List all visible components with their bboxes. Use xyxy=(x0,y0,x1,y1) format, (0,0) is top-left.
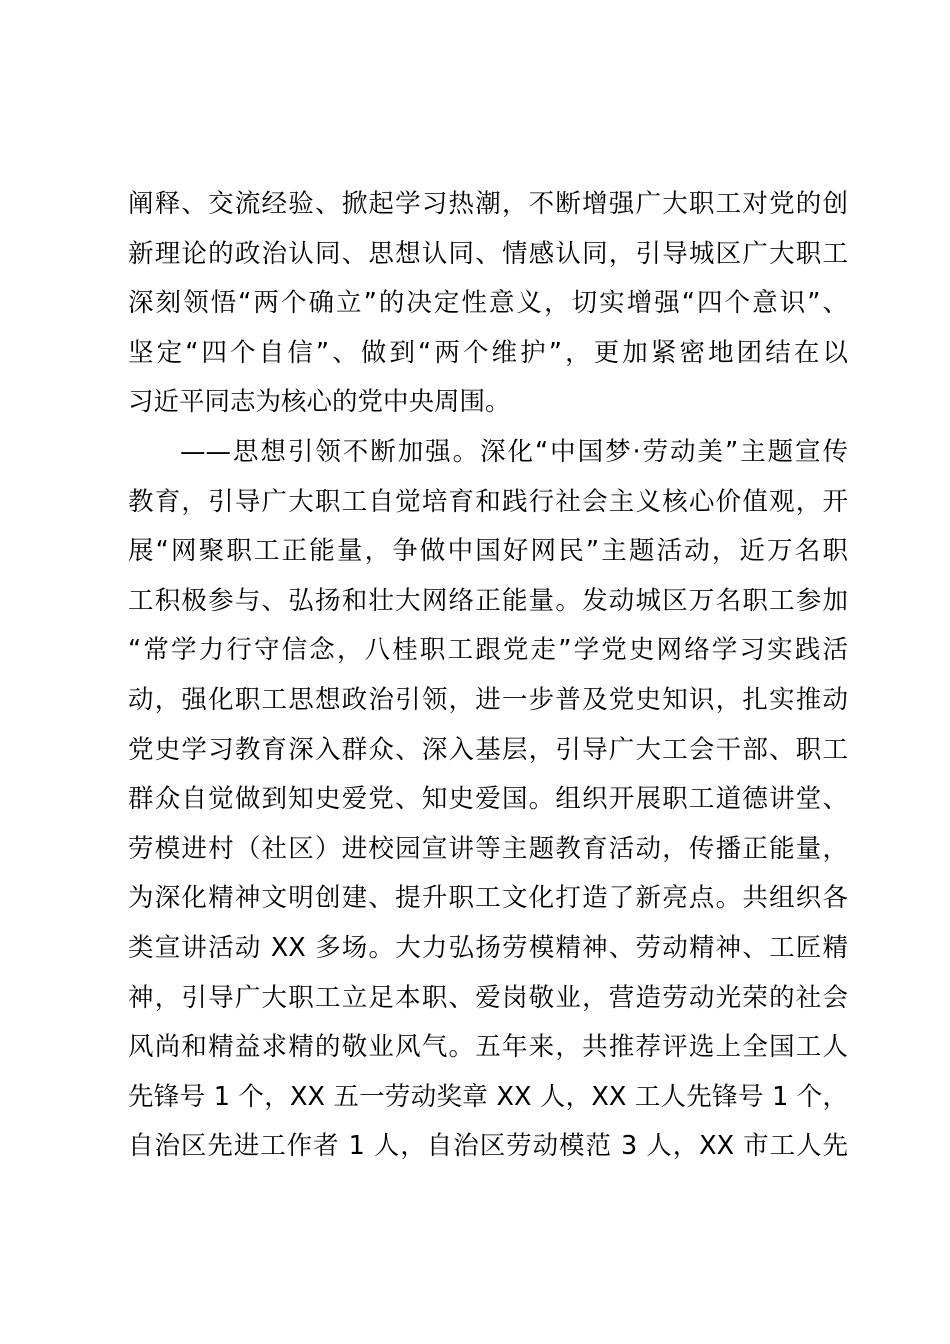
text-line: 劳模进村（社区）进校园宣讲等主题教育活动，传播正能量， xyxy=(128,833,848,864)
text-line: 先锋号 1 个，XX 五一劳动奖章 XX 人，XX 工人先锋号 1 个， xyxy=(128,1081,848,1112)
text-line: 新理论的政治认同、思想认同、情感认同，引导城区广大职工 xyxy=(128,238,848,269)
text-line: 展“网聚职工正能量，争做中国好网民”主题活动，近万名职 xyxy=(128,536,848,567)
text-line: 工积极参与、弘扬和壮大网络正能量。发动城区万名职工参加 xyxy=(128,585,848,616)
text-line: 群众自觉做到知史爱党、知史爱国。组织开展职工道德讲堂、 xyxy=(128,784,848,815)
text-line: 为深化精神文明创建、提升职工文化打造了新亮点。共组织各 xyxy=(128,883,848,914)
text-line: 神，引导广大职工立足本职、爱岗敬业，营造劳动光荣的社会 xyxy=(128,982,848,1013)
text-line: 自治区先进工作者 1 人，自治区劳动模范 3 人，XX 市工人先 xyxy=(128,1131,848,1162)
text-line: 坚定“四个自信”、做到“两个维护”，更加紧密地团结在以 xyxy=(128,337,848,368)
text-line-paragraph-end: 习近平同志为核心的党中央周围。 xyxy=(128,387,511,418)
text-line: 动，强化职工思想政治引领，进一步普及党史知识，扎实推动 xyxy=(128,684,848,715)
text-line: 阐释、交流经验、掀起学习热潮，不断增强广大职工对党的创 xyxy=(128,189,848,219)
text-line: 风尚和精益求精的敬业风气。五年来，共推荐评选上全国工人 xyxy=(128,1032,848,1063)
text-line: 党史学习教育深入群众、深入基层，引导广大工会干部、职工 xyxy=(128,734,848,765)
text-line: 教育，引导广大职工自觉培育和践行社会主义核心价值观，开 xyxy=(128,486,848,517)
text-line: “常学力行守信念，八桂职工跟党走”学党史网络学习实践活 xyxy=(128,635,848,666)
text-line: 类宣讲活动 XX 多场。大力弘扬劳模精神、劳动精神、工匠精 xyxy=(128,932,848,963)
text-line: 深刻领悟“两个确立”的决定性意义，切实增强“四个意识”、 xyxy=(128,288,848,319)
body-text xyxy=(128,180,848,1172)
text-line-paragraph-start: ——思想引领不断加强。深化“中国梦·劳动美”主题宣传 xyxy=(180,436,848,467)
